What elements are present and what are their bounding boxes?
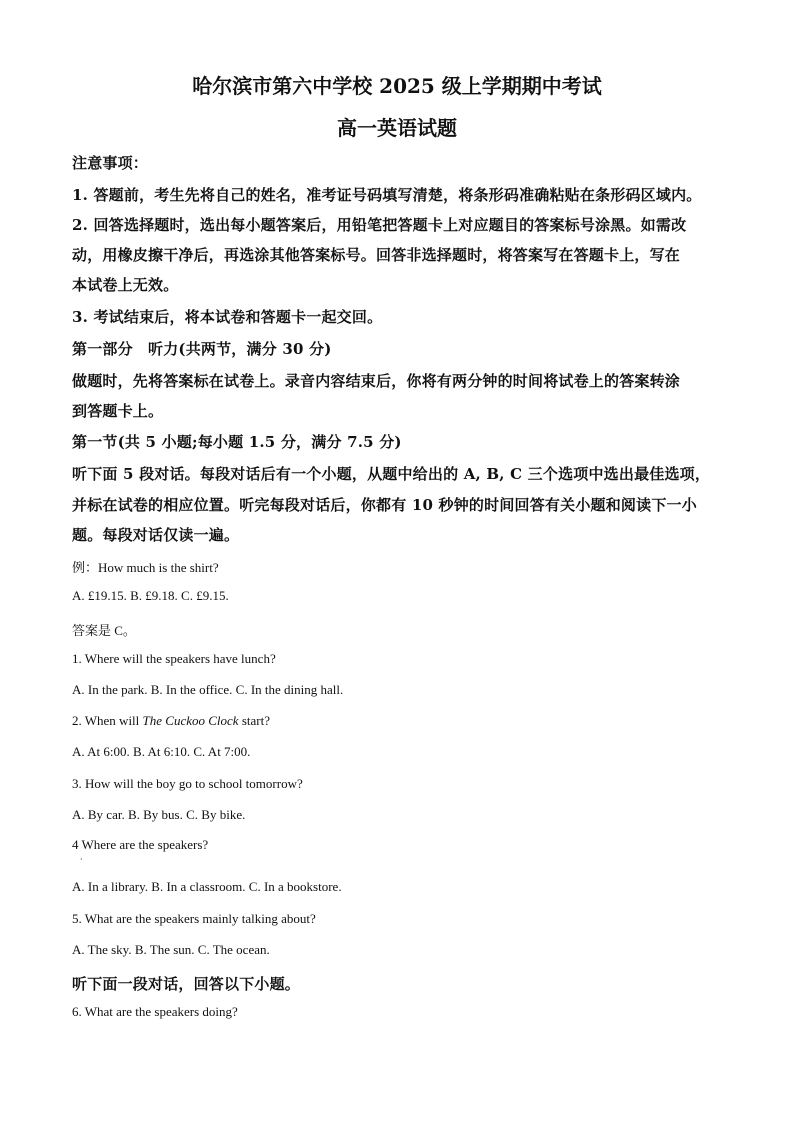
question-2-title: The Cuckoo Clock	[142, 713, 239, 728]
part1-heading: 第一部分 听力(共两节，满分 30 分)	[72, 340, 332, 358]
question-2-prefix: 2. When will	[72, 713, 143, 728]
note-line: 动，用橡皮擦干净后，再选涂其他答案标号。回答非选择题时，将答案写在答题卡上，写在	[72, 246, 681, 264]
question-2-options: A. At 6:00. B. At 6:10. C. At 7:00.	[72, 744, 251, 759]
question-4: 4 Where are the speakers?	[72, 837, 209, 852]
exam-subtitle: 高一英语试题	[337, 116, 457, 140]
part1-instruction: 到答题卡上。	[72, 402, 164, 420]
question-2	[72, 713, 752, 729]
question-6: 6. What are the speakers doing?	[72, 1004, 238, 1019]
note-line: 1. 答题前，考生先将自己的姓名，准考证号码填写清楚，将条形码准确粘贴在条形码区域内。	[72, 186, 702, 204]
stray-dot: ·	[80, 855, 83, 864]
question-1: 1. Where will the speakers have lunch?	[72, 651, 276, 666]
question-1-options: A. In the park. B. In the office. C. In the dining hall.	[72, 682, 344, 697]
note-line: 本试卷上无效。	[72, 276, 179, 294]
example-answer: 答案是 C。	[72, 623, 136, 638]
section1-instruction: 听下面 5 段对话。每段对话后有一个小题，从题中给出的 A, B, C 三个选项中选出最佳选项，	[72, 465, 711, 483]
question-2-suffix: start?	[238, 713, 270, 728]
part1-instruction: 做题时，先将答案标在试卷上。录音内容结束后，你将有两分钟的时间将试卷上的答案转涂	[72, 372, 681, 390]
question-5-options: A. The sky. B. The sun. C. The ocean.	[72, 942, 270, 957]
question-5: 5. What are the speakers mainly talking about?	[72, 911, 316, 926]
note-line: 3. 考试结束后，将本试卷和答题卡一起交回。	[72, 308, 383, 326]
section1-heading: 第一节(共 5 小题;每小题 1.5 分，满分 7.5 分)	[72, 433, 402, 451]
question-3-options: A. By car. B. By bus. C. By bike.	[72, 807, 246, 822]
exam-title: 哈尔滨市第六中学校 2025 级上学期期中考试	[192, 74, 602, 98]
note-line: 2. 回答选择题时，选出每小题答案后，用铅笔把答题卡上对应题目的答案标号涂黑。如需改	[72, 216, 687, 234]
example-options: A. £19.15. B. £9.18. C. £9.15.	[72, 588, 229, 603]
section1-instruction: 题。每段对话仅读一遍。	[72, 526, 240, 544]
section1-instruction: 并标在试卷的相应位置。听完每段对话后，你都有 10 秒钟的时间回答有关小题和阅读下一小	[72, 496, 697, 514]
example-question: 例：How much is the shirt?	[72, 560, 219, 575]
question-3: 3. How will the boy go to school tomorrow?	[72, 776, 303, 791]
next-instruction: 听下面一段对话，回答以下小题。	[72, 975, 301, 993]
notes-heading: 注意事项：	[72, 154, 149, 172]
question-4-options: A. In a library. B. In a classroom. C. In a bookstore.	[72, 879, 342, 894]
